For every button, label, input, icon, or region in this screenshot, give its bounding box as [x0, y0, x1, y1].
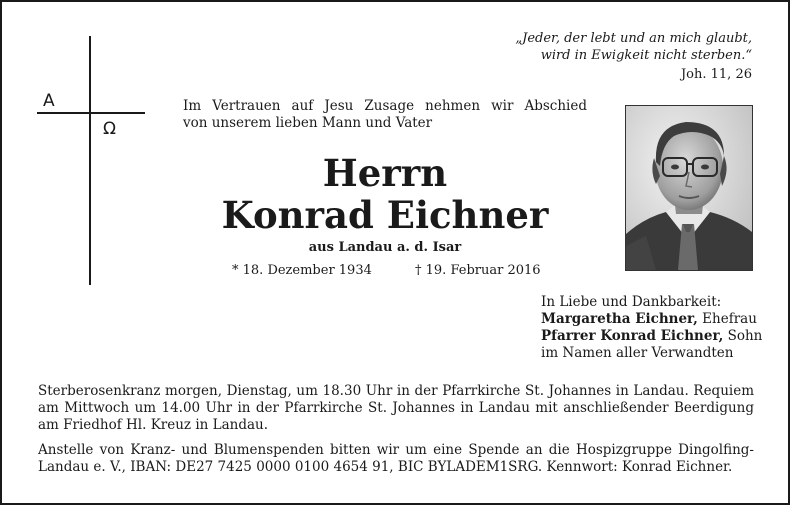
family-member [541, 328, 763, 345]
family-heading: In Liebe und Dankbarkeit: [541, 294, 722, 310]
portrait-photo [625, 105, 753, 271]
alpha-symbol: A [43, 91, 55, 111]
family-member-relation: Ehefrau [697, 311, 757, 327]
death-date: † 19. Februar 2016 [415, 263, 541, 278]
honorific: Herrn [322, 151, 448, 195]
deceased-origin: aus Landau a. d. Isar [308, 240, 462, 255]
deceased-name: Konrad Eichner [221, 193, 549, 237]
family-member-name: Pfarrer Konrad Eichner, [541, 328, 724, 344]
donation-request: Anstelle von Kranz- und Blumenspenden bitten wir um eine Spende an die Hospizgruppe Dingolfing-Landau e. V., IBAN: DE27 7425 0000 0100 4654 91, BIC BYLADEM1SRG. Kennwort: Konrad Eichner. [38, 442, 754, 475]
intro-line: Im Vertrauen auf Jesu Zusage nehmen wir Abschied [183, 98, 587, 114]
bible-quote-line: wird in Ewigkeit nicht sterben.“ [540, 48, 752, 63]
intro-line: von unserem lieben Mann und Vater [183, 115, 433, 131]
family-member [541, 311, 756, 328]
service-details: Sterberosenkranz morgen, Dienstag, um 18.30 Uhr in der Pfarrkirche St. Johannes in Landau. Requiem am Mittwoch um 14.00 Uhr in der Pfarrkirche St. Johannes in Landau mit anschließender Beerdigung am Friedhof Hl. Kreuz in Landau. [38, 383, 754, 433]
cross-horizontal-beam [37, 112, 145, 114]
omega-symbol: Ω [103, 119, 116, 139]
family-closing: im Namen aller Verwandten [541, 345, 734, 361]
bible-quote-line: „Jeder, der lebt und an mich glaubt, [515, 31, 752, 46]
portrait-image [626, 106, 752, 270]
family-block [541, 294, 763, 362]
family-member-relation: Sohn [723, 328, 763, 344]
cross-vertical-beam [89, 36, 91, 285]
bible-reference: Joh. 11, 26 [680, 67, 752, 82]
bible-quote [492, 30, 752, 64]
family-member-name: Margaretha Eichner, [541, 311, 698, 327]
birth-date: * 18. Dezember 1934 [232, 263, 372, 278]
intro-text [183, 98, 587, 132]
